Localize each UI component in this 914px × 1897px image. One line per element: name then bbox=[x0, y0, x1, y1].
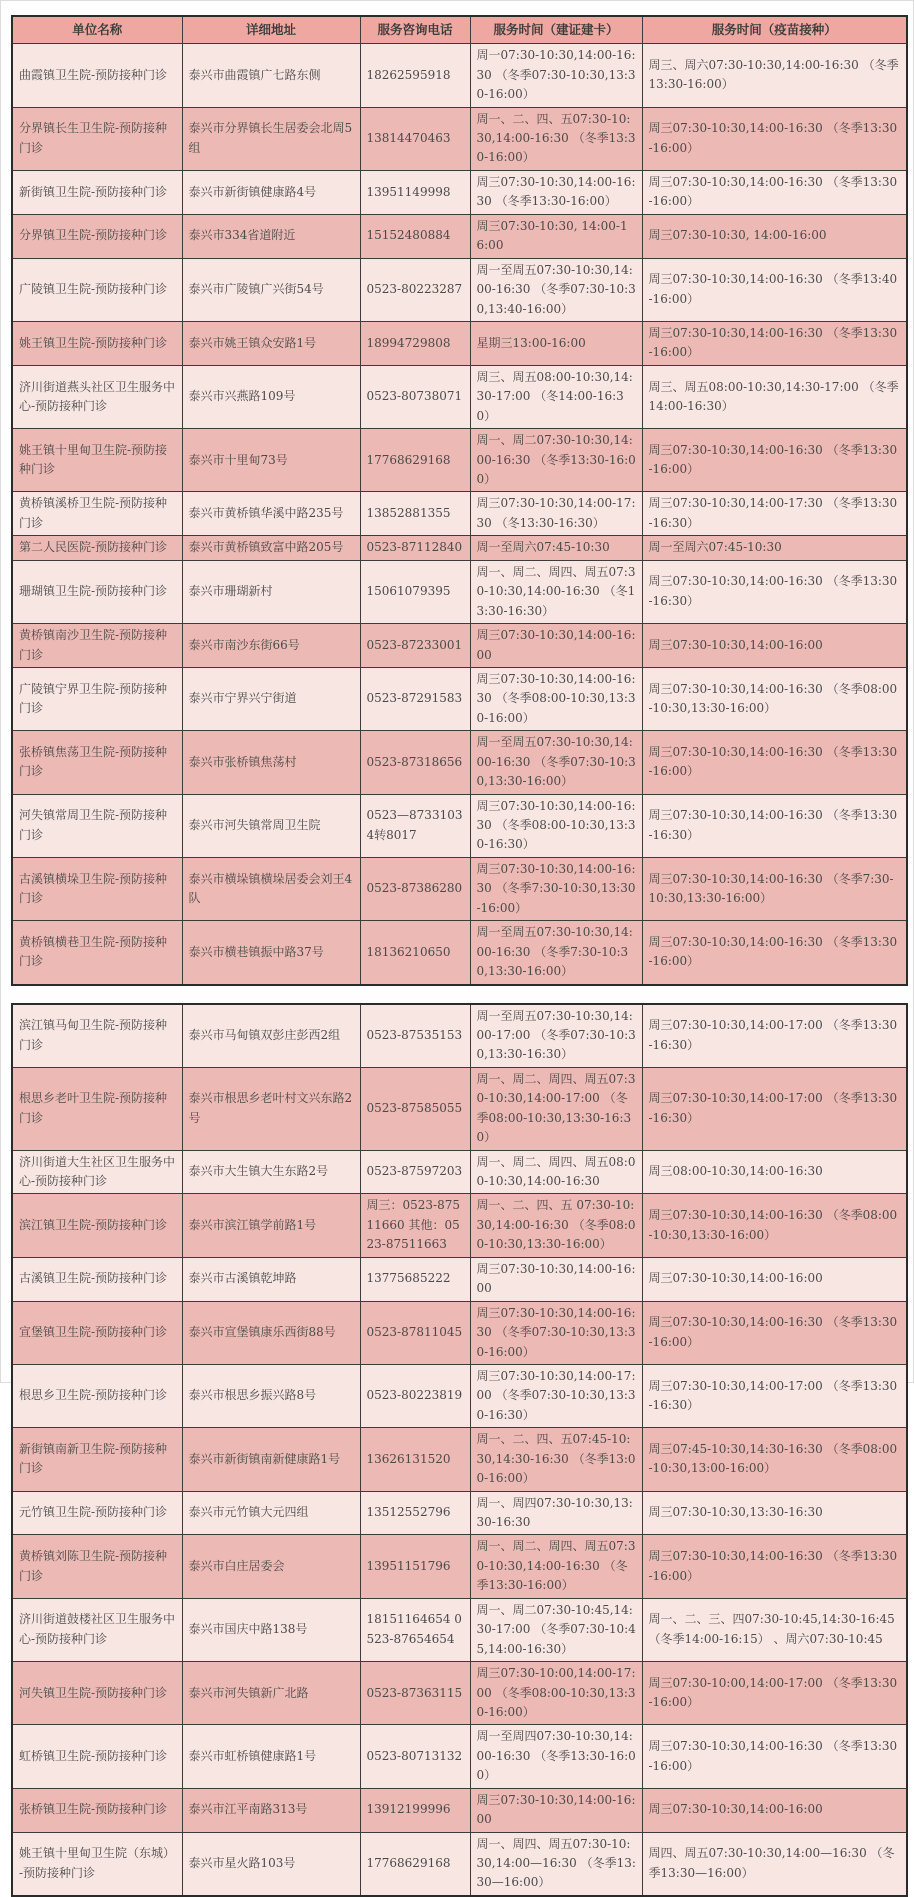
phone-cell: 0523-87318656 bbox=[360, 731, 470, 794]
card-time-cell: 周一、周二07:30-10:30,14:00-16:30 （冬季13:30-16:00） bbox=[470, 429, 642, 492]
unit-name-cell: 河失镇常周卫生院-预防接种门诊 bbox=[12, 794, 182, 857]
address-cell: 泰兴市国庆中路138号 bbox=[182, 1598, 360, 1661]
table-row bbox=[12, 1067, 907, 1150]
card-time-cell: 周三07:30-10:30,14:00-17:30 （冬13:30-16:30） bbox=[470, 492, 642, 536]
unit-name-cell: 滨江镇马甸卫生院-预防接种门诊 bbox=[12, 1004, 182, 1068]
address-cell: 泰兴市黄桥镇华溪中路235号 bbox=[182, 492, 360, 536]
card-time-cell: 周一至周五07:30-10:30,14:00-16:30 （冬季07:30-10:30,13:40-16:00） bbox=[470, 258, 642, 321]
unit-name-cell: 珊瑚镇卫生院-预防接种门诊 bbox=[12, 560, 182, 623]
vaccine-time-cell: 周三07:30-10:30,14:00-16:30 （冬季13:30-16:30） bbox=[642, 560, 907, 623]
vaccine-time-cell: 周三07:30-10:30,14:00-16:30 （冬季13:30-16:00） bbox=[642, 1301, 907, 1364]
phone-cell: 18994729808 bbox=[360, 321, 470, 365]
phone-cell: 18136210650 bbox=[360, 921, 470, 985]
vaccine-time-cell: 周三、周五08:00-10:30,14:30-17:00 （冬季14:00-16:30） bbox=[642, 365, 907, 428]
address-cell: 泰兴市兴燕路109号 bbox=[182, 365, 360, 428]
table-row bbox=[12, 667, 907, 730]
unit-name-cell: 第二人民医院-预防接种门诊 bbox=[12, 536, 182, 560]
phone-cell: 13852881355 bbox=[360, 492, 470, 536]
phone-cell: 0523-87363115 bbox=[360, 1662, 470, 1725]
vaccine-time-cell: 周三07:30-10:30,14:00-16:30 （冬季13:30-16:00） bbox=[642, 1535, 907, 1598]
card-time-cell: 周一07:30-10:30,14:00-16:30 （冬季07:30-10:30,13:30-16:00） bbox=[470, 44, 642, 107]
clinic-schedule-table-upper bbox=[11, 15, 908, 986]
unit-name-cell: 根思乡老叶卫生院-预防接种门诊 bbox=[12, 1067, 182, 1150]
vaccine-time-cell: 周三07:30-10:00,14:00-17:00 （冬季13:30-16:00） bbox=[642, 1662, 907, 1725]
phone-cell: 15061079395 bbox=[360, 560, 470, 623]
table-row bbox=[12, 1491, 907, 1535]
card-time-cell: 周一至周五07:30-10:30,14:00-16:30 （冬季7:30-10:30,13:30-16:00） bbox=[470, 921, 642, 985]
unit-name-cell: 分界镇卫生院-预防接种门诊 bbox=[12, 214, 182, 258]
phone-cell: 0523-80223819 bbox=[360, 1364, 470, 1427]
vaccine-time-cell: 周三07:30-10:30,14:00-16:30 （冬季13:40-16:00） bbox=[642, 258, 907, 321]
address-cell: 泰兴市马甸镇双彭庄彭西2组 bbox=[182, 1004, 360, 1068]
phone-cell: 周三：0523-87511660 其他：0523-87511663 bbox=[360, 1194, 470, 1257]
address-cell: 泰兴市张桥镇焦荡村 bbox=[182, 731, 360, 794]
card-time-cell: 星期三13:00-16:00 bbox=[470, 321, 642, 365]
table-row bbox=[12, 560, 907, 623]
table-row bbox=[12, 1832, 907, 1896]
unit-name-cell: 古溪镇横垛卫生院-预防接种门诊 bbox=[12, 857, 182, 920]
vaccine-time-cell: 周三、周六07:30-10:30,14:00-16:30 （冬季13:30-16:00） bbox=[642, 44, 907, 107]
unit-name-cell: 济川街道鼓楼社区卫生服务中心-预防接种门诊 bbox=[12, 1598, 182, 1661]
unit-name-cell: 济川街道燕头社区卫生服务中心-预防接种门诊 bbox=[12, 365, 182, 428]
vaccine-time-cell: 周三07:30-10:30,14:00-16:30 （冬季13:30-16:00） bbox=[642, 170, 907, 214]
card-time-cell: 周一、周二、周四、周五07:30-10:30,14:00-17:00 （冬季08:00-10:30,13:30-16:30） bbox=[470, 1067, 642, 1150]
vaccine-time-cell: 周三07:30-10:30,14:00-16:30 （冬季08:00-10:30,13:30-16:00） bbox=[642, 667, 907, 730]
card-time-cell: 周三07:30-10:30,14:00-16:30 （冬季07:30-10:30,13:30-16:00） bbox=[470, 1301, 642, 1364]
card-time-cell: 周三07:30-10:30,14:00-16:30 （冬季13:30-16:00） bbox=[470, 170, 642, 214]
card-time-cell: 周一、二、四、五 07:30-10:30,14:00-16:30 （冬季08:00-10:30,13:30-16:00） bbox=[470, 1194, 642, 1257]
vaccine-time-cell: 周三07:30-10:30,14:00-16:30 （冬季13:30-16:00） bbox=[642, 429, 907, 492]
phone-cell: 0523-87112840 bbox=[360, 536, 470, 560]
card-time-cell: 周三07:30-10:30,14:00-16:00 bbox=[470, 624, 642, 668]
card-time-cell: 周三07:30-10:30, 14:00-16:00 bbox=[470, 214, 642, 258]
phone-cell: 13814470463 bbox=[360, 107, 470, 170]
address-cell: 泰兴市虹桥镇健康路1号 bbox=[182, 1725, 360, 1788]
table-row bbox=[12, 1598, 907, 1661]
table-row bbox=[12, 1662, 907, 1725]
table-row bbox=[12, 536, 907, 560]
unit-name-cell: 元竹镇卫生院-预防接种门诊 bbox=[12, 1491, 182, 1535]
unit-name-cell: 张桥镇焦荡卫生院-预防接种门诊 bbox=[12, 731, 182, 794]
phone-cell: 0523—87331034转8017 bbox=[360, 794, 470, 857]
table-row bbox=[12, 624, 907, 668]
unit-name-cell: 虹桥镇卫生院-预防接种门诊 bbox=[12, 1725, 182, 1788]
vaccine-time-cell: 周三07:30-10:30,13:30-16:30 bbox=[642, 1491, 907, 1535]
table-row bbox=[12, 1150, 907, 1194]
phone-cell: 13512552796 bbox=[360, 1491, 470, 1535]
address-cell: 泰兴市宣堡镇康乐西街88号 bbox=[182, 1301, 360, 1364]
card-time-cell: 周一、周四07:30-10:30,13:30-16:30 bbox=[470, 1491, 642, 1535]
unit-name-cell: 分界镇长生卫生院-预防接种门诊 bbox=[12, 107, 182, 170]
vaccine-time-cell: 周三07:30-10:30,14:00-16:30 （冬季13:30-16:30） bbox=[642, 794, 907, 857]
address-cell: 泰兴市曲霞镇广七路东侧 bbox=[182, 44, 360, 107]
clinic-schedule-table-lower bbox=[11, 1003, 908, 1897]
address-cell: 泰兴市南沙东街66号 bbox=[182, 624, 360, 668]
address-cell: 泰兴市河失镇常周卫生院 bbox=[182, 794, 360, 857]
unit-name-cell: 新街镇南新卫生院-预防接种门诊 bbox=[12, 1428, 182, 1491]
address-cell: 泰兴市分界镇长生居委会北周5组 bbox=[182, 107, 360, 170]
address-cell: 泰兴市星火路103号 bbox=[182, 1832, 360, 1896]
vaccine-time-cell: 周三07:30-10:30,14:00-17:00 （冬季13:30-16:30） bbox=[642, 1364, 907, 1427]
unit-name-cell: 姚王镇卫生院-预防接种门诊 bbox=[12, 321, 182, 365]
unit-name-cell: 宣堡镇卫生院-预防接种门诊 bbox=[12, 1301, 182, 1364]
unit-name-cell: 根思乡卫生院-预防接种门诊 bbox=[12, 1364, 182, 1427]
card-time-cell: 周一、二、四、五07:30-10:30,14:00-16:30 （冬季13:30-16:00） bbox=[470, 107, 642, 170]
vaccine-time-cell: 周三07:30-10:30,14:00-16:00 bbox=[642, 1257, 907, 1301]
table-row bbox=[12, 214, 907, 258]
vaccine-time-cell: 周三07:30-10:30,14:00-17:00 （冬季13:30-16:30） bbox=[642, 1004, 907, 1068]
phone-cell: 0523-87585055 bbox=[360, 1067, 470, 1150]
table-row bbox=[12, 365, 907, 428]
card-time-cell: 周三07:30-10:00,14:00-17:00 （冬季08:00-10:30,13:30-16:00） bbox=[470, 1662, 642, 1725]
table-row bbox=[12, 1364, 907, 1427]
phone-cell: 15152480884 bbox=[360, 214, 470, 258]
card-time-cell: 周一至周四07:30-10:30,14:00-16:30 （冬季13:30-16:00） bbox=[470, 1725, 642, 1788]
card-time-cell: 周一至周五07:30-10:30,14:00-16:30 （冬季07:30-10:30,13:30-16:00） bbox=[470, 731, 642, 794]
table-row bbox=[12, 794, 907, 857]
unit-name-cell: 河失镇卫生院-预防接种门诊 bbox=[12, 1662, 182, 1725]
phone-cell: 13626131520 bbox=[360, 1428, 470, 1491]
card-time-cell: 周一、二、四、五07:45-10:30,14:30-16:30 （冬季13:00-16:00） bbox=[470, 1428, 642, 1491]
phone-cell: 0523-87291583 bbox=[360, 667, 470, 730]
card-time-cell: 周三07:30-10:30,14:00-17:00 （冬季07:30-10:30,13:30-16:30） bbox=[470, 1364, 642, 1427]
table-row bbox=[12, 170, 907, 214]
table-row bbox=[12, 1725, 907, 1788]
address-cell: 泰兴市十里甸73号 bbox=[182, 429, 360, 492]
unit-name-cell: 姚王镇十里甸卫生院（东城）-预防接种门诊 bbox=[12, 1832, 182, 1896]
table-row bbox=[12, 44, 907, 107]
address-cell: 泰兴市334省道附近 bbox=[182, 214, 360, 258]
card-time-cell: 周三07:30-10:30,14:00-16:30 （冬季08:00-10:30,13:30-16:00） bbox=[470, 667, 642, 730]
unit-name-cell: 济川街道大生社区卫生服务中心-预防接种门诊 bbox=[12, 1150, 182, 1194]
card-time-cell: 周一、周二、周四、周五07:30-10:30,14:00-16:30 （冬季13:30-16:00） bbox=[470, 1535, 642, 1598]
table-row bbox=[12, 731, 907, 794]
address-cell: 泰兴市元竹镇大元四组 bbox=[182, 1491, 360, 1535]
unit-name-cell: 广陵镇宁界卫生院-预防接种门诊 bbox=[12, 667, 182, 730]
table-row bbox=[12, 1428, 907, 1491]
address-cell: 泰兴市珊瑚新村 bbox=[182, 560, 360, 623]
table-row bbox=[12, 1257, 907, 1301]
table-row bbox=[12, 1004, 907, 1068]
column-header-address: 详细地址 bbox=[182, 16, 360, 44]
phone-cell: 13912199996 bbox=[360, 1788, 470, 1832]
phone-cell: 0523-80223287 bbox=[360, 258, 470, 321]
address-cell: 泰兴市宁界兴宁街道 bbox=[182, 667, 360, 730]
card-time-cell: 周三、周五08:00-10:30,14:30-17:00 （冬14:00-16:30） bbox=[470, 365, 642, 428]
address-cell: 泰兴市姚王镇众安路1号 bbox=[182, 321, 360, 365]
vaccine-time-cell: 周三07:30-10:30, 14:00-16:00 bbox=[642, 214, 907, 258]
vaccine-time-cell: 周三07:30-10:30,14:00-16:00 bbox=[642, 1788, 907, 1832]
vaccine-time-cell: 周三07:45-10:30,14:30-16:30 （冬季08:00-10:30,13:00-16:00） bbox=[642, 1428, 907, 1491]
table-row bbox=[12, 429, 907, 492]
address-cell: 泰兴市河失镇新广北路 bbox=[182, 1662, 360, 1725]
vaccine-time-cell: 周一、二、三、四07:30-10:45,14:30-16:45 （冬季14:00-16:15） 、周六07:30-10:45 bbox=[642, 1598, 907, 1661]
card-time-cell: 周三07:30-10:30,14:00-16:30 （冬季08:00-10:30,13:30-16:30） bbox=[470, 794, 642, 857]
table-row bbox=[12, 321, 907, 365]
phone-cell: 13775685222 bbox=[360, 1257, 470, 1301]
phone-cell: 13951151796 bbox=[360, 1535, 470, 1598]
vaccine-time-cell: 周三07:30-10:30,14:00-16:30 （冬季08:00-10:30,13:30-16:00） bbox=[642, 1194, 907, 1257]
phone-cell: 0523-87386280 bbox=[360, 857, 470, 920]
phone-cell: 0523-80738071 bbox=[360, 365, 470, 428]
unit-name-cell: 黄桥镇横巷卫生院-预防接种门诊 bbox=[12, 921, 182, 985]
table-row bbox=[12, 107, 907, 170]
phone-cell: 0523-87535153 bbox=[360, 1004, 470, 1068]
unit-name-cell: 曲霞镇卫生院-预防接种门诊 bbox=[12, 44, 182, 107]
phone-cell: 13951149998 bbox=[360, 170, 470, 214]
table-row bbox=[12, 1788, 907, 1832]
unit-name-cell: 姚王镇十里甸卫生院-预防接种门诊 bbox=[12, 429, 182, 492]
phone-cell: 17768629168 bbox=[360, 429, 470, 492]
unit-name-cell: 广陵镇卫生院-预防接种门诊 bbox=[12, 258, 182, 321]
table-row bbox=[12, 1301, 907, 1364]
card-time-cell: 周一、周二07:30-10:45,14:30-17:00 （冬季07:30-10:45,14:00-16:30） bbox=[470, 1598, 642, 1661]
address-cell: 泰兴市横巷镇振中路37号 bbox=[182, 921, 360, 985]
vaccine-time-cell: 周四、周五07:30-10:30,14:00—16:30 （冬季13:30—16:00） bbox=[642, 1832, 907, 1896]
vaccine-time-cell: 周三07:30-10:30,14:00-16:00 bbox=[642, 624, 907, 668]
vaccine-time-cell: 周一至周六07:45-10:30 bbox=[642, 536, 907, 560]
card-time-cell: 周一、周二、周四、周五08:00-10:30,14:00-16:30 bbox=[470, 1150, 642, 1194]
unit-name-cell: 黄桥镇刘陈卫生院-预防接种门诊 bbox=[12, 1535, 182, 1598]
column-header-card-time: 服务时间（建证建卡） bbox=[470, 16, 642, 44]
vaccine-time-cell: 周三07:30-10:30,14:00-17:30 （冬季13:30-16:30） bbox=[642, 492, 907, 536]
column-header-vaccine-time: 服务时间（疫苗接种） bbox=[642, 16, 907, 44]
phone-cell: 0523-87233001 bbox=[360, 624, 470, 668]
vaccine-time-cell: 周三07:30-10:30,14:00-16:30 （冬季7:30-10:30,13:30-16:00） bbox=[642, 857, 907, 920]
address-cell: 泰兴市黄桥镇致富中路205号 bbox=[182, 536, 360, 560]
table-row bbox=[12, 492, 907, 536]
card-time-cell: 周三07:30-10:30,14:00-16:30 （冬季7:30-10:30,13:30-16:00） bbox=[470, 857, 642, 920]
address-cell: 泰兴市新街镇南新健康路1号 bbox=[182, 1428, 360, 1491]
phone-cell: 0523-80713132 bbox=[360, 1725, 470, 1788]
card-time-cell: 周一至周五07:30-10:30,14:00-17:00 （冬季07:30-10:30,13:30-16:30） bbox=[470, 1004, 642, 1068]
table-row bbox=[12, 1535, 907, 1598]
vaccine-time-cell: 周三08:00-10:30,14:00-16:30 bbox=[642, 1150, 907, 1194]
address-cell: 泰兴市白庄居委会 bbox=[182, 1535, 360, 1598]
card-time-cell: 周一、周四、周五07:30-10:30,14:00—16:30 （冬季13:30—16:00） bbox=[470, 1832, 642, 1896]
vaccine-time-cell: 周三07:30-10:30,14:00-16:30 （冬季13:30-16:00） bbox=[642, 731, 907, 794]
table-row bbox=[12, 857, 907, 920]
address-cell: 泰兴市新街镇健康路4号 bbox=[182, 170, 360, 214]
table-header-row bbox=[12, 16, 907, 44]
card-time-cell: 周三07:30-10:30,14:00-16:00 bbox=[470, 1257, 642, 1301]
column-header-unit-name: 单位名称 bbox=[12, 16, 182, 44]
phone-cell: 17768629168 bbox=[360, 1832, 470, 1896]
vaccine-time-cell: 周三07:30-10:30,14:00-16:30 （冬季13:30-16:00） bbox=[642, 107, 907, 170]
unit-name-cell: 新街镇卫生院-预防接种门诊 bbox=[12, 170, 182, 214]
phone-cell: 18262595918 bbox=[360, 44, 470, 107]
card-time-cell: 周一、周二、周四、周五07:30-10:30,14:00-16:30 （冬13:30-16:30） bbox=[470, 560, 642, 623]
vaccine-time-cell: 周三07:30-10:30,14:00-16:30 （冬季13:30-16:00） bbox=[642, 1725, 907, 1788]
vaccine-time-cell: 周三07:30-10:30,14:00-17:00 （冬季13:30-16:30） bbox=[642, 1067, 907, 1150]
phone-cell: 0523-87811045 bbox=[360, 1301, 470, 1364]
phone-cell: 0523-87597203 bbox=[360, 1150, 470, 1194]
card-time-cell: 周三07:30-10:30,14:00-16:00 bbox=[470, 1788, 642, 1832]
column-header-phone: 服务咨询电话 bbox=[360, 16, 470, 44]
address-cell: 泰兴市根思乡振兴路8号 bbox=[182, 1364, 360, 1427]
address-cell: 泰兴市滨江镇学前路1号 bbox=[182, 1194, 360, 1257]
card-time-cell: 周一至周六07:45-10:30 bbox=[470, 536, 642, 560]
address-cell: 泰兴市古溪镇乾坤路 bbox=[182, 1257, 360, 1301]
phone-cell: 18151164654 0523-87654654 bbox=[360, 1598, 470, 1661]
address-cell: 泰兴市江平南路313号 bbox=[182, 1788, 360, 1832]
address-cell: 泰兴市大生镇大生东路2号 bbox=[182, 1150, 360, 1194]
unit-name-cell: 古溪镇卫生院-预防接种门诊 bbox=[12, 1257, 182, 1301]
table-row bbox=[12, 1194, 907, 1257]
address-cell: 泰兴市根思乡老叶村文兴东路2号 bbox=[182, 1067, 360, 1150]
address-cell: 泰兴市横垛镇横垛居委会刘王4队 bbox=[182, 857, 360, 920]
unit-name-cell: 张桥镇卫生院-预防接种门诊 bbox=[12, 1788, 182, 1832]
table-row bbox=[12, 258, 907, 321]
table-row bbox=[12, 921, 907, 985]
unit-name-cell: 黄桥镇南沙卫生院-预防接种门诊 bbox=[12, 624, 182, 668]
unit-name-cell: 滨江镇卫生院-预防接种门诊 bbox=[12, 1194, 182, 1257]
address-cell: 泰兴市广陵镇广兴街54号 bbox=[182, 258, 360, 321]
vaccine-time-cell: 周三07:30-10:30,14:00-16:30 （冬季13:30-16:00） bbox=[642, 921, 907, 985]
unit-name-cell: 黄桥镇溪桥卫生院-预防接种门诊 bbox=[12, 492, 182, 536]
vaccine-time-cell: 周三07:30-10:30,14:00-16:30 （冬季13:30-16:00） bbox=[642, 321, 907, 365]
